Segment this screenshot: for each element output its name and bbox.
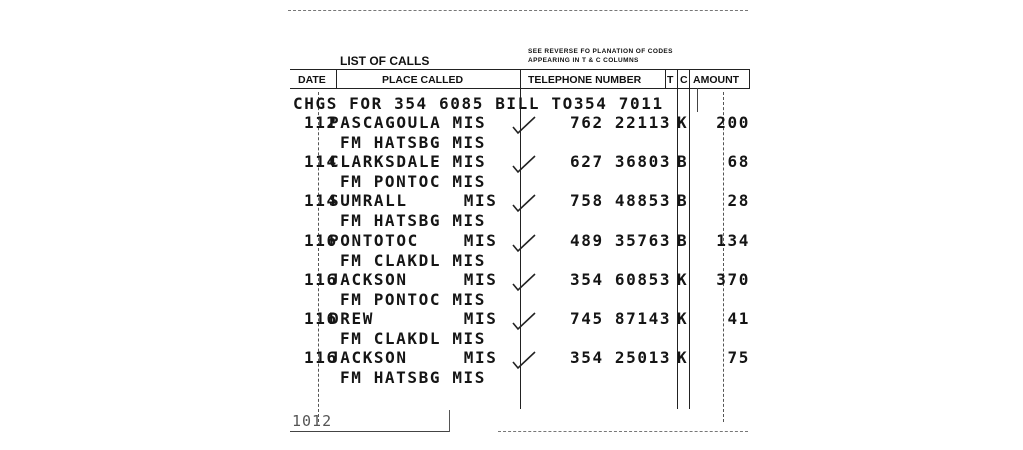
call-amount: 68 xyxy=(727,152,750,172)
call-amount: 28 xyxy=(727,191,750,211)
call-code: B xyxy=(677,152,689,172)
col-header-c: C xyxy=(680,74,688,86)
call-from-location: FM PONTOC MIS xyxy=(340,172,487,192)
col-header-date: DATE xyxy=(298,74,326,86)
call-date: 112 xyxy=(304,113,338,132)
call-amount: 200 xyxy=(716,113,750,132)
divider-t-left xyxy=(665,69,666,88)
call-date: 116 xyxy=(304,309,338,328)
col-header-amount: AMOUNT xyxy=(693,74,740,86)
checkmark-icon xyxy=(511,193,537,213)
divider-date xyxy=(336,69,337,88)
checkmark-icon xyxy=(511,154,537,174)
codes-note-line2: APPEARING IN T & C COLUMNS xyxy=(528,57,639,64)
call-from-location: FM HATSBG MIS xyxy=(340,368,487,388)
call-place: JACKSON MIS xyxy=(329,269,498,289)
checkmark-icon xyxy=(511,233,537,253)
call-phone-number: 354 60853 xyxy=(570,269,672,289)
call-code: B xyxy=(677,230,689,250)
footer-page-code: 1012 xyxy=(292,412,333,430)
checkmark-icon xyxy=(511,311,537,331)
call-phone-number: 489 35763 xyxy=(570,230,672,250)
form-title: LIST OF CALLS xyxy=(340,54,430,68)
call-amount: 41 xyxy=(727,309,750,328)
top-edge-line xyxy=(288,10,748,11)
charges-header-line: CHGS FOR 354 6085 BILL TO354 7011 xyxy=(293,94,664,113)
call-phone-number: 745 87143 xyxy=(570,309,672,328)
call-place: PONTOTOC MIS xyxy=(329,230,498,250)
call-date: 116 xyxy=(304,230,338,250)
call-from-location: FM CLAKDL MIS xyxy=(340,329,487,348)
call-place: CLARKSDALE MIS xyxy=(329,152,487,172)
col-header-place: PLACE CALLED xyxy=(382,74,464,86)
call-phone-number: 762 22113 xyxy=(570,113,672,132)
call-code: B xyxy=(677,191,689,211)
footer-rule xyxy=(290,431,450,432)
call-place: DREW MIS xyxy=(329,309,498,328)
call-amount: 75 xyxy=(727,348,750,368)
call-date: 114 xyxy=(304,152,338,172)
call-amount: 370 xyxy=(716,269,750,289)
call-amount: 134 xyxy=(716,230,750,250)
call-place: SUMRALL MIS xyxy=(329,191,498,211)
divider-center xyxy=(697,88,698,112)
divider-amount-right xyxy=(749,69,750,88)
checkmark-icon xyxy=(511,272,537,292)
col-header-phone: TELEPHONE NUMBER xyxy=(528,74,642,86)
footer-dashed-rule xyxy=(498,431,748,432)
call-from-location: FM HATSBG MIS xyxy=(340,133,487,152)
col-header-t: T xyxy=(667,74,674,86)
call-phone-number: 627 36803 xyxy=(570,152,672,172)
call-date: 114 xyxy=(304,191,338,211)
call-phone-number: 354 25013 xyxy=(570,348,672,368)
call-date: 116 xyxy=(304,269,338,289)
date-dotted-guide xyxy=(318,92,319,422)
checkmark-icon xyxy=(511,115,537,135)
call-code: K xyxy=(677,309,689,328)
divider-c-right xyxy=(689,69,690,409)
call-from-location: FM CLAKDL MIS xyxy=(340,250,487,270)
amount-dotted-guide xyxy=(723,92,724,422)
call-place: JACKSON MIS xyxy=(329,348,498,368)
call-phone-number: 758 48853 xyxy=(570,191,672,211)
call-from-location: FM PONTOC MIS xyxy=(340,289,487,309)
codes-note-line1: SEE REVERSE FO PLANATION OF CODES xyxy=(528,48,673,55)
call-place: PASCAGOULA MIS xyxy=(329,113,487,132)
call-from-location: FM HATSBG MIS xyxy=(340,211,487,231)
call-code: K xyxy=(677,348,689,368)
call-code: K xyxy=(677,113,689,132)
checkmark-icon xyxy=(511,350,537,370)
call-code: K xyxy=(677,269,689,289)
call-date: 116 xyxy=(304,348,338,368)
footer-divider xyxy=(449,410,450,432)
